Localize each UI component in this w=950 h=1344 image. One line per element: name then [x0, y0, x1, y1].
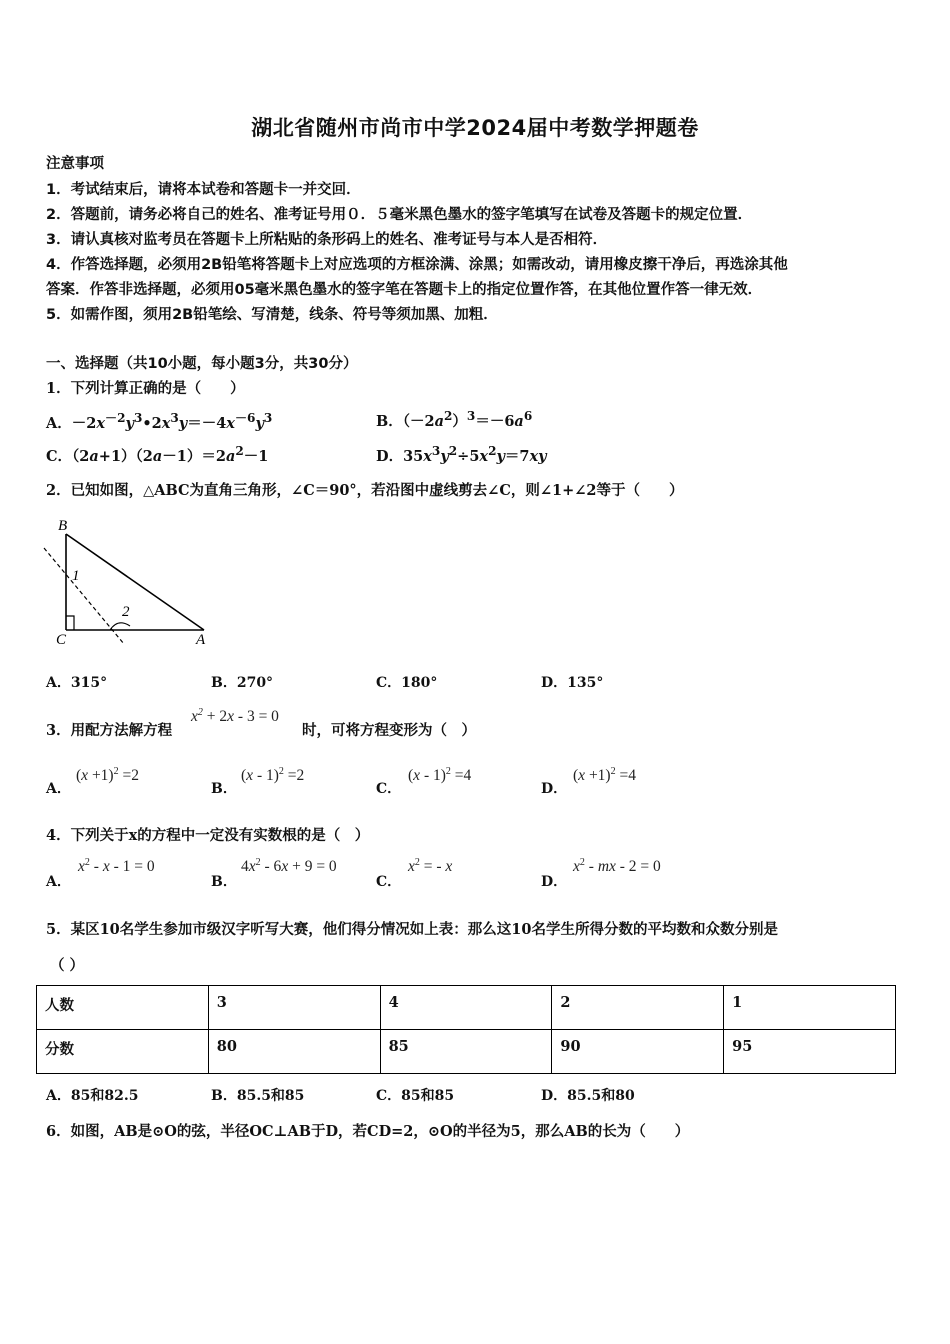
- question-4-stem: 4．下列关于x的方程中一定没有实数根的是（ ）: [46, 827, 370, 844]
- question-1-stem: 1．下列计算正确的是（ ）: [46, 380, 245, 397]
- q1-option-d-label: D．: [376, 447, 404, 465]
- right-angle-mark: [66, 616, 74, 630]
- question-3-stem-post: 时，可将方程变形为（ ）: [302, 722, 476, 739]
- q1-option-b: B．$(-2a^2)^3=-6a^6$: [376, 409, 533, 430]
- q1-option-a-label: A．: [46, 414, 72, 432]
- q5-option-a: A．85和82.5: [46, 1088, 139, 1104]
- label-a: A: [196, 632, 206, 648]
- q2-option-b: B．270°: [211, 675, 274, 691]
- table-cell: 85: [380, 1030, 552, 1074]
- q3-option-c: (x - 1)$^2$ =4: [408, 766, 472, 785]
- question-2-stem: 2．已知如图，△ABC为直角三角形，∠C＝90°，若沿图中虚线剪去∠C，则∠1+∠2等于（ ）: [46, 482, 684, 499]
- question-3-stem-pre: 3．用配方法解方程: [46, 722, 173, 739]
- q4-option-a-label: A．: [46, 874, 71, 890]
- notice-item: 3．请认真核对监考员在答题卡上所粘贴的条形码上的姓名、准考证号与本人是否相符．: [46, 232, 608, 248]
- q3-option-d: $(x +1)^2 =4$: [573, 766, 636, 785]
- question-5-stem-cont: （ ）: [50, 957, 85, 974]
- q1-option-c: C．$(2a+1)(2a-1)=2a^2-1$: [46, 444, 269, 465]
- notice-item: 答案．作答非选择题，必须用05毫米黑色墨水的签字笔在答题卡上的指定位置作答，在其他位置作答一律无效．: [46, 282, 763, 298]
- q4-option-d-label: D．: [541, 874, 568, 890]
- q3-option-d-label: D．: [541, 781, 568, 797]
- q3-equation: $x^2 + 2x - 3 = 0$: [191, 707, 279, 726]
- q2-option-a: A．315°: [46, 675, 108, 691]
- q1-option-a: A．$-2x^{-2}y^3•2x^3y=-4x^{-6}y^3$: [46, 411, 273, 432]
- q3-option-b-label: B．: [211, 781, 237, 797]
- question-5-stem: 5．某区10名学生参加市级汉字听写大赛，他们得分情况如上表：那么这10名学生所得分数的平均数和众数分别是: [46, 921, 778, 938]
- q5-option-d: D．85.5和80: [541, 1088, 635, 1104]
- table-cell: 2: [552, 986, 724, 1030]
- side-ab: [66, 534, 204, 630]
- table-cell: 分数: [37, 1030, 209, 1074]
- notice-item: 5．如需作图，须用2B铅笔绘、写清楚，线条、符号等须加黑、加粗．: [46, 307, 498, 323]
- section-heading: 一、选择题（共10小题，每小题3分，共30分）: [46, 356, 358, 372]
- q4-option-d: $x^2$ - mx - 2 = 0: [573, 857, 661, 876]
- q4-option-a: $x^2 - x - 1 = 0$: [78, 857, 155, 876]
- q1-option-b-label: B．: [376, 412, 403, 430]
- q5-option-b: B．85.5和85: [211, 1088, 305, 1104]
- q1-option-d: D．$35x^3y^2\div 5x^2y=7xy$: [376, 444, 547, 465]
- question-6-stem: 6．如图，AB是⊙O的弦，半径OC⊥AB于D，若CD=2，⊙O的半径为5，那么AB的长为（ ）: [46, 1123, 690, 1140]
- triangle-figure: [38, 512, 218, 650]
- notice-heading: 注意事项: [46, 156, 104, 172]
- q2-option-d: D．135°: [541, 675, 604, 691]
- table-cell: 90: [552, 1030, 724, 1074]
- q3-option-a-label: A．: [46, 781, 71, 797]
- table-cell: 人数: [37, 986, 209, 1030]
- q4-option-b: $4x^2 - 6x + 9 = 0$: [241, 857, 337, 876]
- q3-option-a: $(x +1)^2 =2$: [76, 766, 139, 785]
- q1-option-c-label: C．: [46, 447, 73, 465]
- page-title: 湖北省随州市尚市中学2024届中考数学押题卷: [251, 116, 699, 140]
- q2-option-c: C．180°: [376, 675, 438, 691]
- q4-option-c-label: C．: [376, 874, 402, 890]
- q5-option-c: C．85和85: [376, 1088, 455, 1104]
- q3-option-c-label: C．: [376, 781, 402, 797]
- q4-option-b-label: B．: [211, 874, 237, 890]
- label-angle-2: 2: [122, 604, 130, 620]
- table-cell: 1: [724, 986, 896, 1030]
- q3-option-b: (x - 1)$^2$ =2: [241, 766, 305, 785]
- notice-item: 4．作答选择题，必须用2B铅笔将答题卡上对应选项的方框涂满、涂黑；如需改动，请用橡皮擦干净后，再选涂其他: [46, 257, 788, 273]
- table-cell: 3: [208, 986, 380, 1030]
- score-table: [36, 985, 896, 1074]
- table-row: [37, 986, 896, 1030]
- table-cell: 80: [208, 1030, 380, 1074]
- notice-item: 2．答题前，请务必将自己的姓名、准考证号用０．５毫米黑色墨水的签字笔填写在试卷及答题卡的规定位置．: [46, 207, 753, 223]
- label-b: B: [58, 518, 68, 534]
- label-c: C: [56, 632, 67, 648]
- table-row: [37, 1030, 896, 1074]
- q4-option-c: $x^2$ = - x: [408, 857, 453, 876]
- table-cell: 95: [724, 1030, 896, 1074]
- angle-2-arc: [110, 623, 130, 630]
- notice-item: 1．考试结束后，请将本试卷和答题卡一并交回．: [46, 182, 361, 198]
- table-cell: 4: [380, 986, 552, 1030]
- label-angle-1: 1: [72, 568, 80, 584]
